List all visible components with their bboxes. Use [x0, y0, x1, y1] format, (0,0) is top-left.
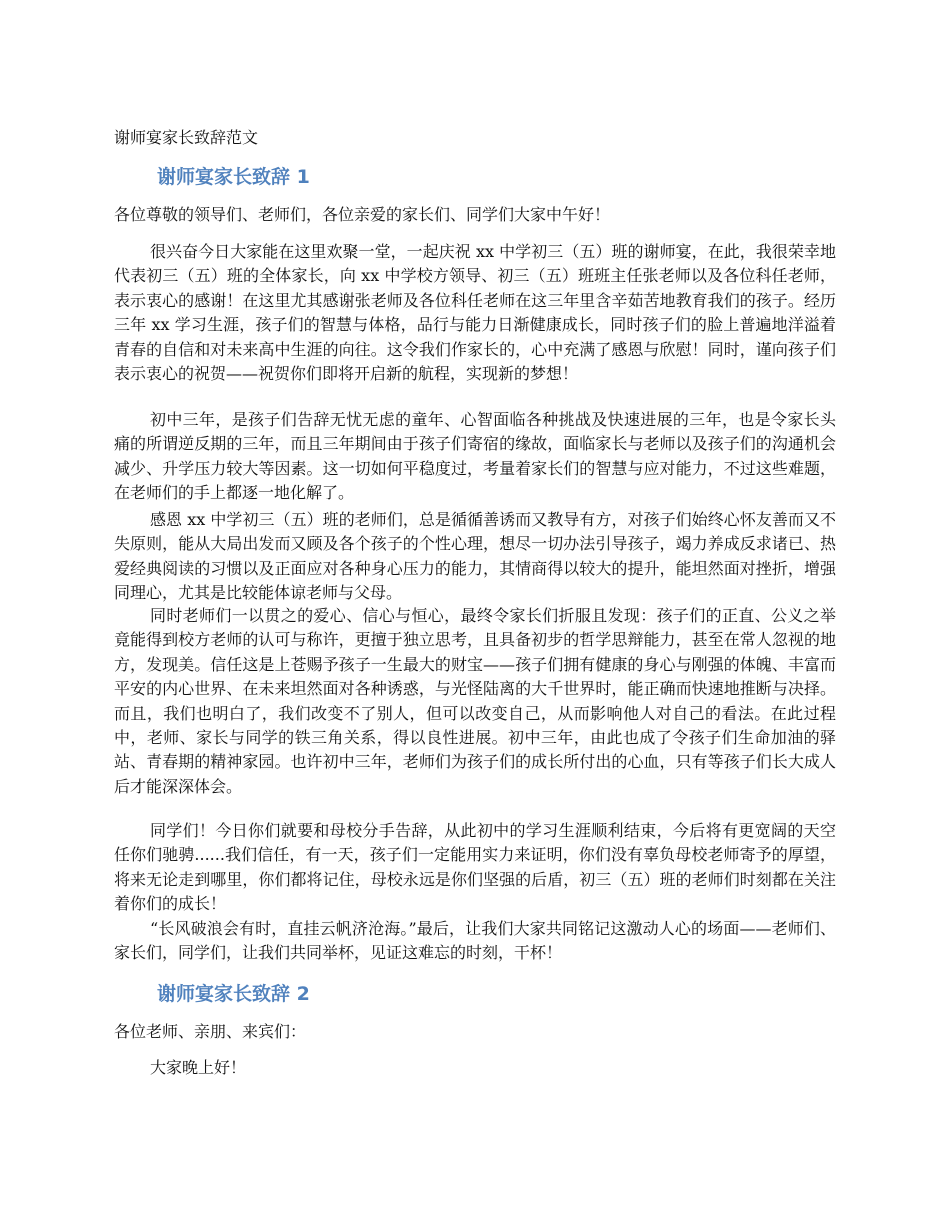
paragraph-1: 很兴奋今日大家能在这里欢聚一堂，一起庆祝 xx 中学初三（五）班的谢师宴，在此，我很荣幸地代表初三（五）班的全体家长，向 xx 中学校方领导、初三（五）班班主任张老师以及各位科任老师，表示衷心的感谢！在这里尤其感谢张老师及各位科任老师在这三年里含辛茹苦地教育我们的孩子。经历三年 xx 学习生涯，孩子们的智慧与体格，品行与能力日渐健康成长，同时孩子们的脸上普遍地洋溢着青春的自信和对未来高中生涯的向往。这令我们作家长的，心中充满了感恩与欣慰！同时，谨向孩子们表示衷心的祝贺——祝贺你们即将开启新的航程，实现新的梦想！: [114, 242, 836, 384]
paragraph-5: 同学们！今日你们就要和母校分手告辞，从此初中的学习生涯顺利结束，今后将有更宽阔的天空任你们驰骋......我们信任，有一天，孩子们一定能用实力来证明，你们没有辜负母校老师寄予的厚望，将来无论走到哪里，你们都将记住，母校永远是你们坚强的后盾，初三（五）班的老师们时刻都在关注着你们的成长！: [114, 821, 836, 914]
greeting-1: 各位尊敬的领导们、老师们，各位亲爱的家长们、同学们大家中午好！: [114, 205, 611, 224]
paragraph-4: 同时老师们一以贯之的爱心、信心与恒心，最终令家长们折服且发现：孩子们的正直、公义之举竟能得到校方老师的认可与称许，更擅于独立思考，且具备初步的哲学思辩能力，甚至在常人忽视的地方，发现美。信任这是上苍赐予孩子一生最大的财宝——孩子们拥有健康的身心与刚强的体魄、丰富而平安的内心世界、在未来坦然面对各种诱惑，与光怪陆离的大千世界时，能正确而快速地推断与决择。而且，我们也明白了，我们改变不了别人，但可以改变自己，从而影响他人对自己的看法。在此过程中，老师、家长与同学的铁三角关系，得以良性进展。初中三年，由此也成了令孩子们生命加油的驿站、青春期的精神家园。也许初中三年，老师们为孩子们的成长所付出的心血，只有等孩子们长大成人后才能深深体会。: [114, 606, 836, 796]
section-heading-2: 谢师宴家长致辞 2: [157, 983, 310, 1005]
document-title: 谢师宴家长致辞范文: [114, 128, 259, 147]
paragraph-2: 初中三年，是孩子们告辞无忧无虑的童年、心智面临各种挑战及快速进展的三年，也是令家长头痛的所谓逆反期的三年，而且三年期间由于孩子们寄宿的缘故，面临家长与老师以及孩子们的沟通机会减少、升学压力较大等因素。这一切如何平稳度过，考量着家长们的智慧与应对能力，不过这些难题，在老师们的手上都逐一地化解了。: [114, 410, 836, 503]
paragraph-3: 感恩 xx 中学初三（五）班的老师们，总是循循善诱而又教导有方，对孩子们始终心怀友善而又不失原则，能从大局出发而又顾及各个孩子的个性心理，想尽一切办法引导孩子，竭力养成反求诸已、热爱经典阅读的习惯以及正面应对各种身心压力的能力，其情商得以较大的提升，能坦然面对挫折，增强同理心，尤其是比较能体谅老师与父母。: [114, 510, 836, 603]
paragraph-7: 大家晚上好！: [150, 1058, 247, 1077]
greeting-2: 各位老师、亲朋、来宾们：: [114, 1022, 307, 1041]
paragraph-6: “长风破浪会有时，直挂云帆济沧海。”最后，让我们大家共同铭记这激动人心的场面——老师们、家长们，同学们，让我们共同举杯，见证这难忘的时刻，干杯！: [114, 919, 836, 963]
section-heading-1: 谢师宴家长致辞 1: [157, 166, 310, 188]
